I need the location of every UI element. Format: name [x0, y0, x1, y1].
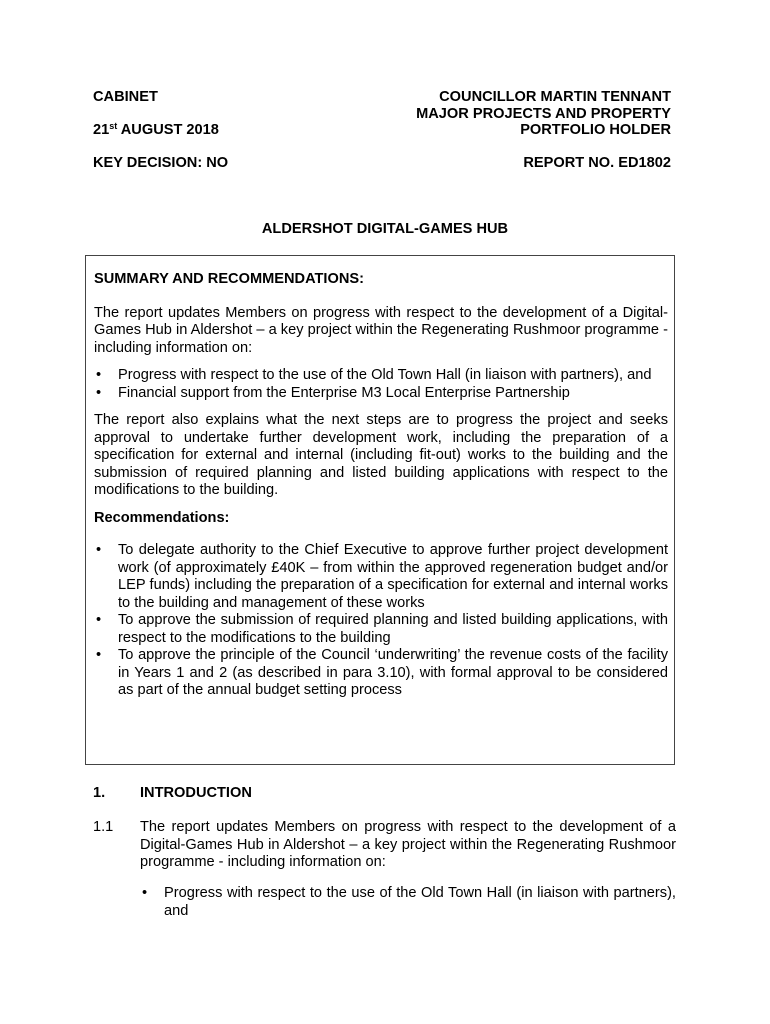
date-day: 21 [93, 122, 110, 138]
summary-heading: SUMMARY AND RECOMMENDATIONS: [94, 271, 364, 287]
intro-bullet-list [140, 885, 676, 920]
bullet-glyph: • [96, 612, 102, 628]
paragraph-number: 1.1 [93, 819, 114, 835]
section-number: 1. [93, 785, 106, 801]
recommendation-2 [94, 612, 668, 647]
author-line-3: PORTFOLIO HOLDER [520, 122, 671, 138]
recommendations-list [94, 542, 668, 700]
summary-bullet-2 [94, 385, 668, 403]
author-line-1: COUNCILLOR MARTIN TENNANT [439, 89, 671, 105]
recommendation-3 [94, 647, 668, 700]
date-suffix: st [109, 121, 118, 131]
bullet-glyph: • [142, 885, 148, 901]
bullet-glyph: • [96, 367, 102, 383]
bullet-glyph: • [96, 542, 102, 558]
summary-bullet-list [94, 367, 668, 402]
summary-box [85, 255, 675, 765]
key-decision: KEY DECISION: NO [93, 155, 229, 171]
recommendation-text: To delegate authority to the Chief Executive to approve further project development work (of approximately £40K – from within the approved regeneration budget and/or LEP funds) including the preparation of a specification for external and internal works to the building and management of these works [118, 542, 668, 611]
meeting-date [93, 122, 219, 140]
intro-bullet-text: Progress with respect to the use of the Old Town Hall (in liaison with partners), and [164, 885, 676, 919]
date-rest: AUGUST 2018 [117, 122, 219, 138]
section-title: INTRODUCTION [140, 785, 252, 801]
recommendation-text: To approve the submission of required planning and listed building applications, with respect to the modifications to the building [118, 612, 668, 646]
report-title: ALDERSHOT DIGITAL-GAMES HUB [261, 221, 509, 237]
summary-bullet-1 [94, 367, 668, 385]
recommendations-heading: Recommendations: [94, 509, 230, 526]
summary-next-steps: The report also explains what the next steps are to progress the project and seeks approval to undertake further development work, including the preparation of a specification for external and internal (including fit-out) works to the building and the submission of required planning and listed building applications with respect to the modifications to the building. [94, 412, 668, 498]
intro-bullet-1 [140, 885, 676, 920]
summary-bullet-text: Progress with respect to the use of the Old Town Hall (in liaison with partners), and [118, 367, 652, 383]
summary-intro: The report updates Members on progress with respect to the development of a Digital-Games Hub in Aldershot – a key project within the Regenerating Rushmoor programme - including information on: [94, 304, 668, 356]
summary-content [94, 271, 668, 700]
author-line-2: MAJOR PROJECTS AND PROPERTY [416, 106, 671, 122]
paragraph-text: The report updates Members on progress with respect to the development of a Digital-Games Hub in Aldershot – a key project within the Regenerating Rushmoor programme - including information on: [140, 819, 676, 870]
committee-label: CABINET [93, 89, 158, 105]
report-number: REPORT NO. ED1802 [523, 155, 671, 171]
summary-bullet-text: Financial support from the Enterprise M3 Local Enterprise Partnership [118, 384, 570, 401]
recommendation-1 [94, 542, 668, 612]
bullet-glyph: • [96, 384, 102, 401]
bullet-glyph: • [96, 647, 102, 663]
recommendation-text: To approve the principle of the Council ‘underwriting’ the revenue costs of the facility in Years 1 and 2 (as described in para 3.10), with formal approval to be considered as part of the annual budget setting process [118, 647, 668, 698]
